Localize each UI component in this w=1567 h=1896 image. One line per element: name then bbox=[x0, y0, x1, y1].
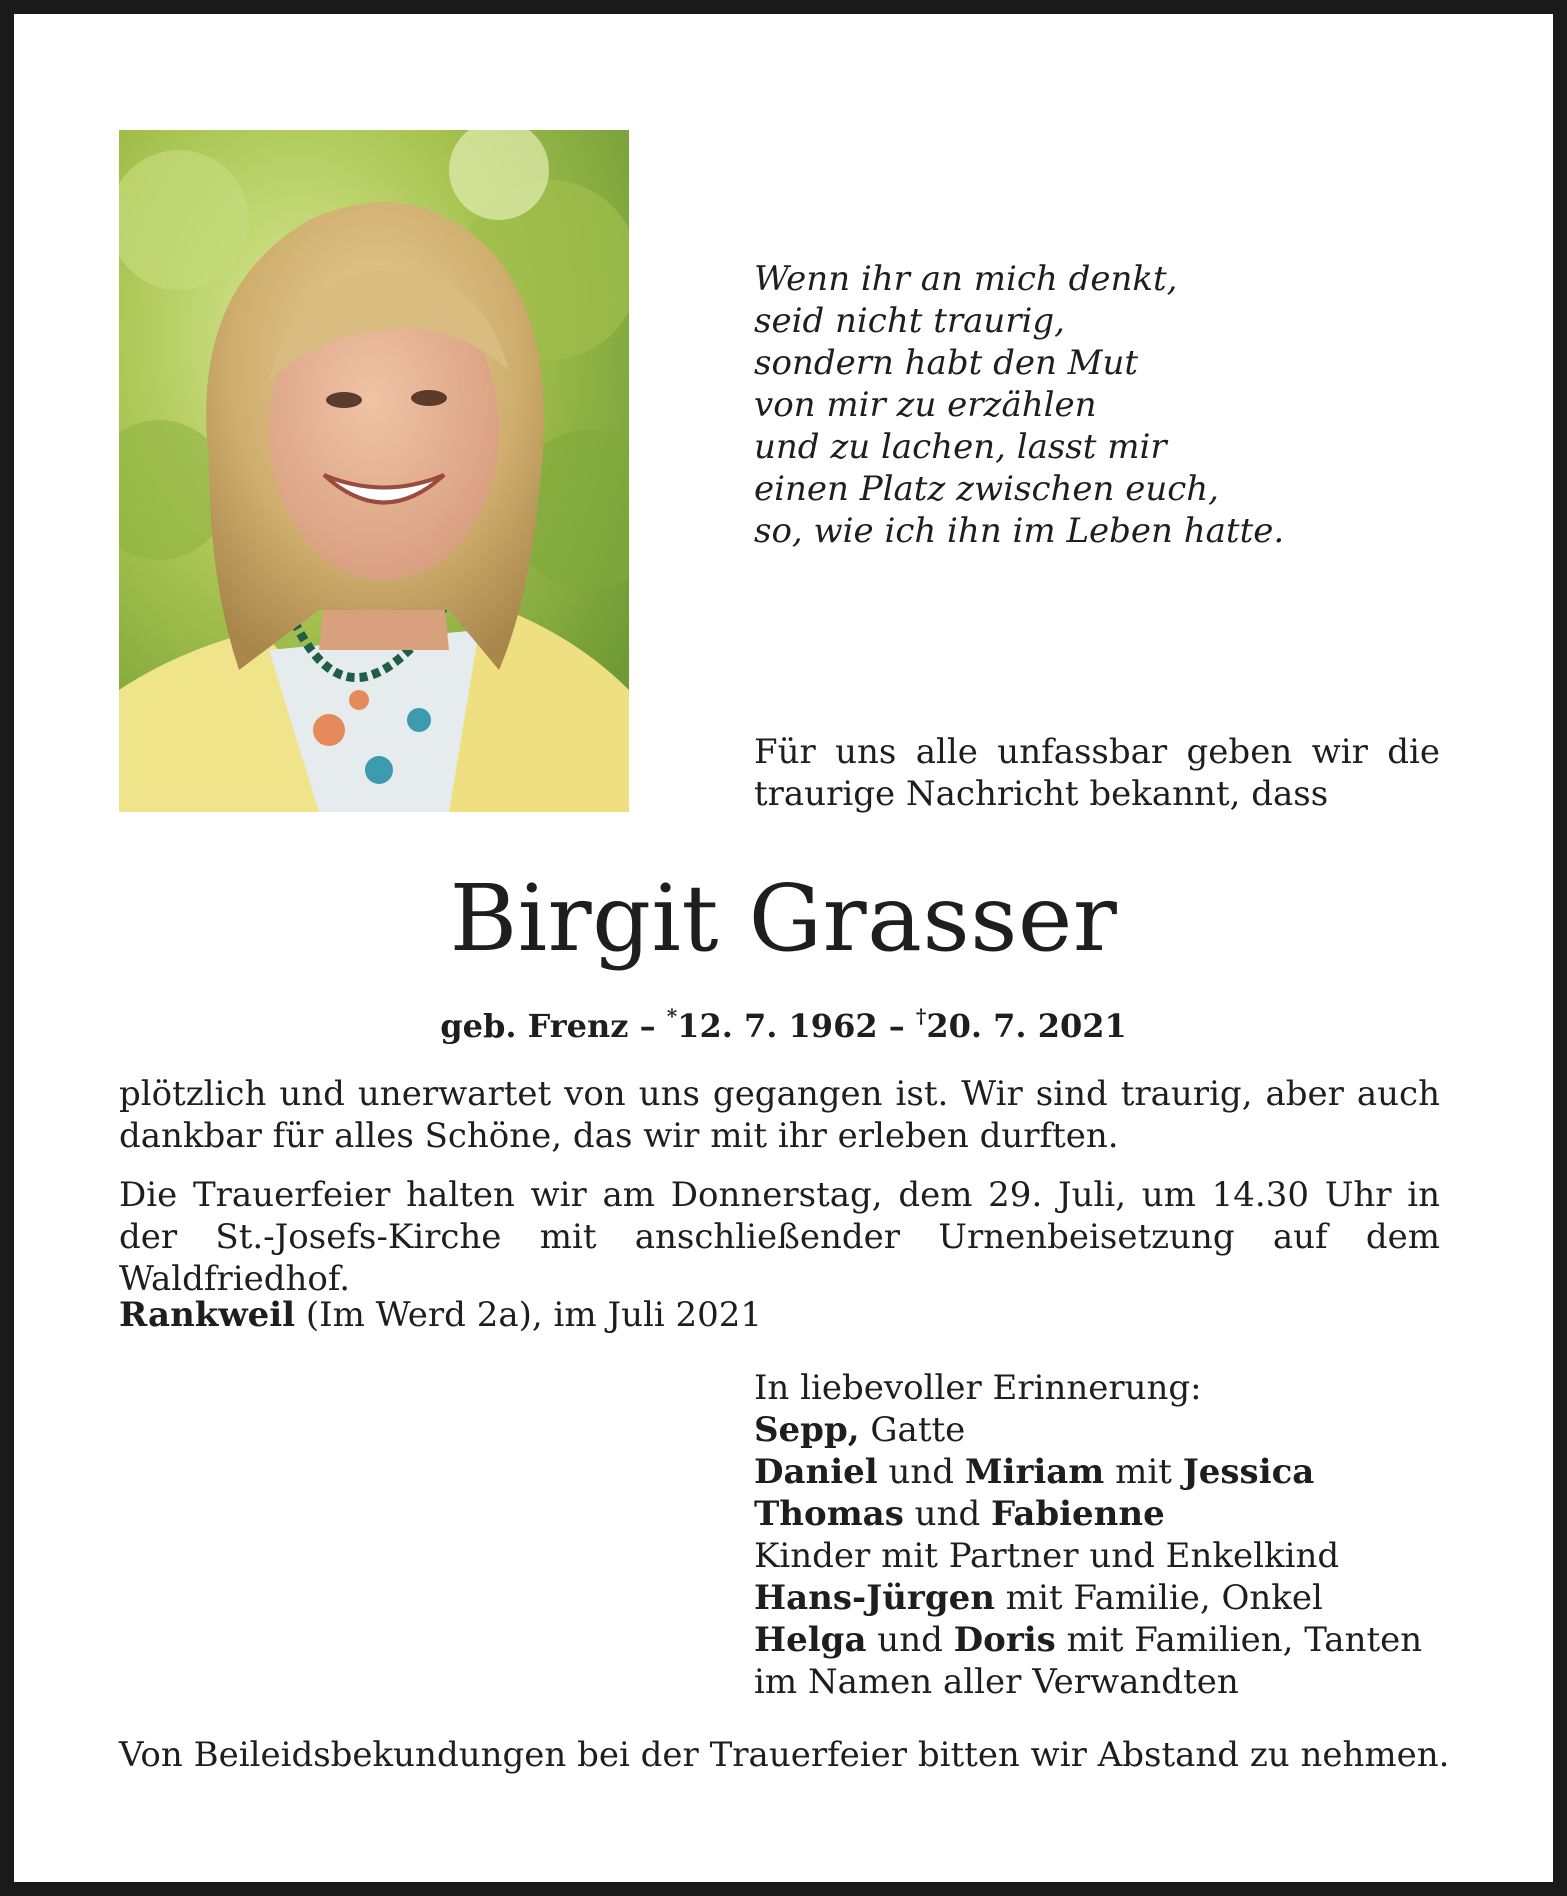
connector-text: mit bbox=[1104, 1452, 1183, 1492]
portrait-photo bbox=[119, 130, 629, 812]
funeral-details: Die Trauerfeier halten wir am Donnerstag, dem 29. Juli, um 14.30 Uhr in der St.-Josefs-Kirche mit anschließender Urnenbeisetzung auf dem Waldfriedhof. bbox=[119, 1175, 1440, 1299]
deceased-name: Birgit Grasser bbox=[449, 865, 1118, 972]
list-item bbox=[754, 1451, 1422, 1493]
mourner-name: Hans-Jürgen bbox=[754, 1578, 995, 1618]
mourner-name: Doris bbox=[953, 1620, 1056, 1660]
place-date-line bbox=[119, 1294, 762, 1336]
death-date: 20. 7. 2021 bbox=[926, 1007, 1127, 1045]
mourner-name: Sepp, bbox=[754, 1410, 860, 1450]
mourner-name: Jessica bbox=[1182, 1452, 1315, 1492]
mourners-list bbox=[754, 1367, 1422, 1703]
birth-date: 12. 7. 1962 bbox=[677, 1007, 878, 1045]
mourner-name: Miriam bbox=[964, 1452, 1105, 1492]
birth-symbol: * bbox=[666, 1004, 678, 1028]
list-item bbox=[754, 1493, 1422, 1535]
obituary-notice bbox=[14, 14, 1553, 1882]
address-date: (Im Werd 2a), im Juli 2021 bbox=[295, 1295, 763, 1335]
mourner-relation: mit Familie, Onkel bbox=[994, 1578, 1323, 1618]
mourner-name: Thomas bbox=[754, 1494, 904, 1534]
list-item bbox=[754, 1409, 1422, 1451]
mourner-name: Fabienne bbox=[991, 1494, 1165, 1534]
list-item: Kinder mit Partner und Enkelkind bbox=[754, 1536, 1340, 1576]
portrait-photo-icon bbox=[119, 130, 629, 812]
separator: – bbox=[639, 1007, 656, 1045]
connector-text: und bbox=[866, 1620, 954, 1660]
poem-line: von mir zu erzählen bbox=[754, 385, 1097, 425]
list-item bbox=[754, 1577, 1422, 1619]
poem-line: sondern habt den Mut bbox=[754, 343, 1139, 383]
separator: – bbox=[888, 1007, 905, 1045]
town-name: Rankweil bbox=[119, 1295, 296, 1335]
closing-note: Von Beileidsbekundungen bei der Trauerfeier bitten wir Abstand zu nehmen. bbox=[119, 1735, 1450, 1775]
death-symbol: † bbox=[915, 1004, 927, 1028]
poem bbox=[754, 258, 1394, 552]
poem-line: seid nicht traurig, bbox=[754, 301, 1065, 341]
connector-text: und bbox=[903, 1494, 992, 1534]
mourner-relation: Gatte bbox=[859, 1410, 966, 1450]
maiden-name: geb. Frenz bbox=[440, 1007, 629, 1045]
poem-line: so, wie ich ihn im Leben hatte. bbox=[754, 511, 1285, 551]
list-item: im Namen aller Verwandten bbox=[754, 1662, 1239, 1702]
body-paragraph: plötzlich und unerwartet von uns gegangen ist. Wir sind traurig, aber auch dankbar für alles Schöne, das wir mit ihr erleben durften. bbox=[119, 1074, 1440, 1156]
life-dates bbox=[14, 996, 1553, 1046]
connector-text: und bbox=[877, 1452, 965, 1492]
announcement-text: Für uns alle unfassbar geben wir die traurige Nachricht bekannt, dass bbox=[754, 732, 1440, 814]
poem-line: einen Platz zwischen euch, bbox=[754, 469, 1219, 509]
poem-line: und zu lachen, lasst mir bbox=[754, 427, 1167, 467]
mourner-relation: mit Familien, Tanten bbox=[1055, 1620, 1423, 1660]
mourner-name: Helga bbox=[754, 1620, 867, 1660]
memory-intro: In liebevoller Erinnerung: bbox=[754, 1368, 1202, 1408]
poem-line: Wenn ihr an mich denkt, bbox=[754, 259, 1178, 299]
list-item bbox=[754, 1619, 1422, 1661]
mourner-name: Daniel bbox=[754, 1452, 878, 1492]
